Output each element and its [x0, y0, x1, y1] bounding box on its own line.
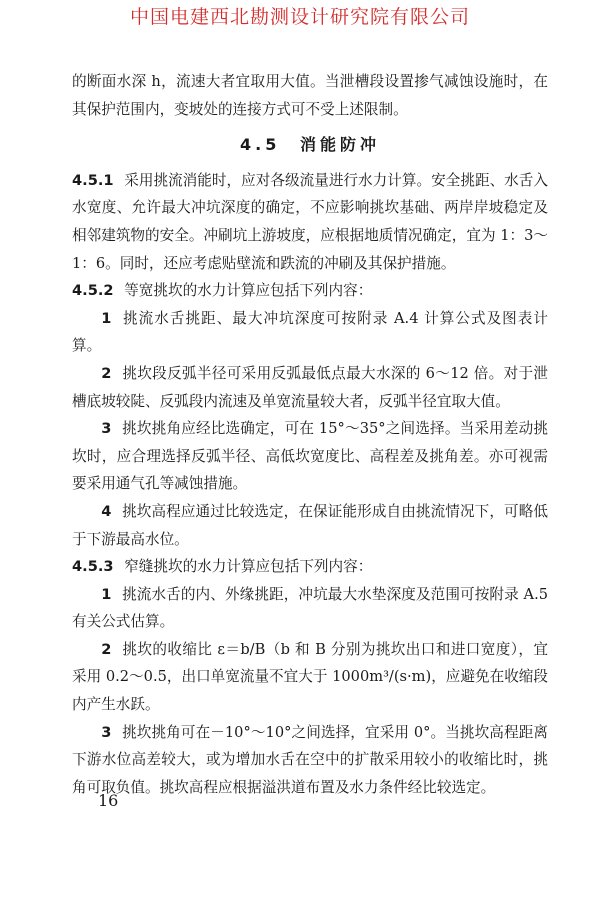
clause-4-5-3 — [72, 553, 548, 581]
section-number: 4.5 — [240, 135, 281, 155]
watermark: 中国电建西北勘测设计研究院有限公司 — [129, 6, 470, 28]
page-number: 16 — [98, 791, 119, 810]
clause-text: 采用挑流消能时，应对各级流量进行水力计算。安全挑距、水舌入水宽度、允许最大冲坑深度的确定，不应影响挑坎基础、两岸岸坡稳定及相邻建筑物的安全。冲刷坑上游坡度，应根据地质情况确定，宜为 1：3～1：6。同时，还应考虑贴壁流和跌流的冲刷及其保护措施。 — [72, 171, 548, 272]
item-text: 挑坎段反弧半径可采用反弧最低点最大水深的 6～12 倍。对于泄槽底坡较陡、反弧段内流速及单宽流量较大者，反弧半径宜取大值。 — [72, 364, 548, 410]
clause-4-5-2-item-2 — [72, 360, 548, 415]
item-text: 挑坎挑角应经比选确定，可在 15°～35°之间选择。当采用差动挑坎时，应合理选择反弧半径、高低坎宽度比、高程差及挑角差。亦可视需要采用通气孔等减蚀措施。 — [72, 420, 549, 493]
item-text: 挑坎挑角可在－10°～10°之间选择，宜采用 0°。当挑坎高程距离下游水位高差较大，或为增加水舌在空中的扩散采用较小的收缩比时，挑角可取负值。挑坎高程应根据溢洪道布置及水力条件经比较选定。 — [72, 723, 548, 796]
clause-4-5-2-item-1 — [72, 305, 548, 360]
page-body — [72, 68, 548, 801]
clause-number: 4.5.1 — [72, 171, 114, 189]
clause-4-5-3-item-1 — [72, 581, 548, 636]
clause-4-5-3-item-2 — [72, 636, 548, 719]
item-number: 4 — [101, 502, 112, 520]
clause-4-5-2 — [72, 277, 548, 305]
item-text: 挑流水舌挑距、最大冲坑深度可按附录 A.4 计算公式及图表计算。 — [72, 309, 548, 355]
carry-over-paragraph: 的断面水深 h，流速大者宜取用大值。当泄槽段设置掺气减蚀设施时，在其保护范围内，变坡处的连接方式可不受上述限制。 — [72, 73, 548, 118]
clause-4-5-1 — [72, 167, 548, 277]
section-title-text: 消能防冲 — [299, 135, 380, 155]
clause-text: 等宽挑坎的水力计算应包括下列内容： — [124, 282, 373, 300]
clause-4-5-3-item-3 — [72, 719, 548, 802]
item-text: 挑坎的收缩比 ε＝b/B（b 和 B 分别为挑坎出口和进口宽度），宜采用 0.2～0.5，出口单宽流量不宜大于 1000m³/(s·m)，应避免在收缩段内产生水跃。 — [72, 640, 549, 714]
item-text: 挑坎高程应通过比较选定，在保证能形成自由挑流情况下，可略低于下游最高水位。 — [72, 502, 549, 548]
item-text: 挑流水舌的内、外缘挑距，冲坑最大水垫深度及范围可按附录 A.5 有关公式估算。 — [72, 585, 549, 631]
item-number: 3 — [101, 420, 112, 438]
item-number: 3 — [101, 723, 112, 741]
clause-4-5-2-item-3 — [72, 415, 548, 498]
item-number: 1 — [101, 585, 112, 603]
clause-number: 4.5.2 — [72, 282, 114, 300]
clause-number: 4.5.3 — [72, 558, 114, 576]
item-number: 2 — [101, 640, 112, 658]
clause-text: 窄缝挑坎的水力计算应包括下列内容： — [124, 558, 373, 576]
item-number: 1 — [101, 309, 112, 327]
item-number: 2 — [101, 364, 112, 382]
section-title — [72, 131, 548, 159]
clause-4-5-2-item-4 — [72, 498, 548, 553]
